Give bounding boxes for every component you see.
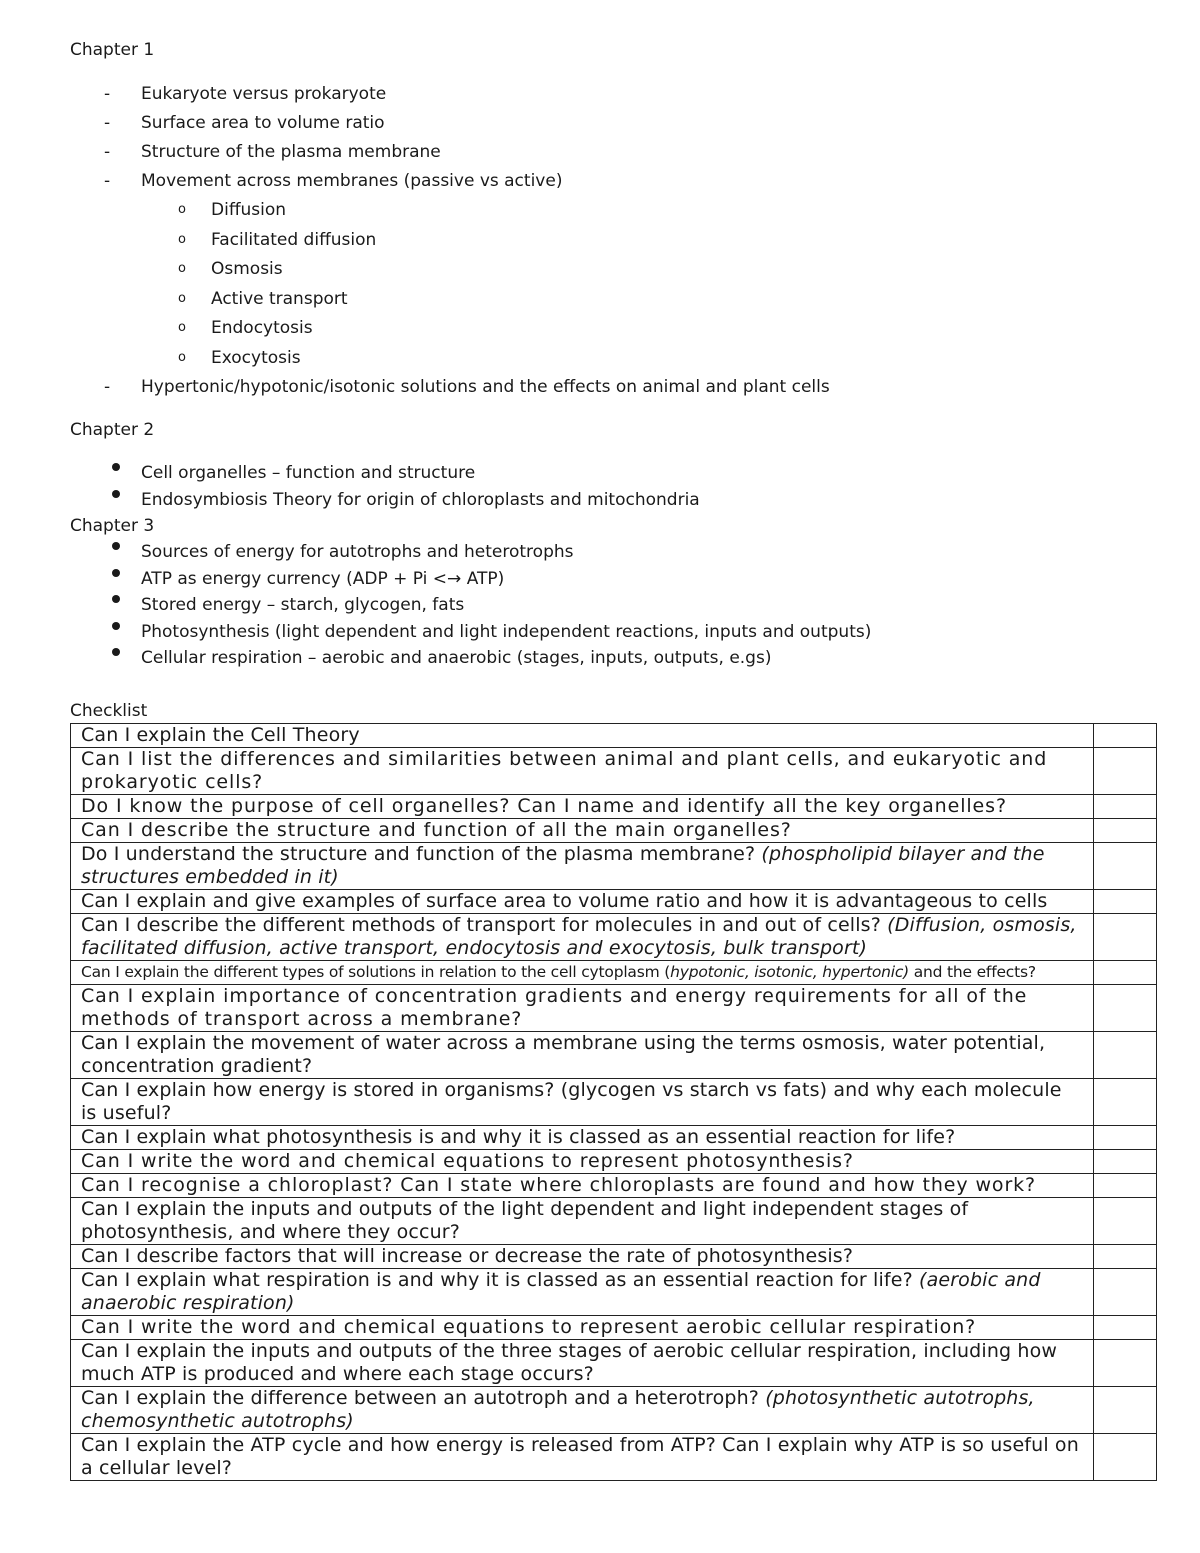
checkbox-cell[interactable] — [1094, 819, 1157, 843]
circle-marker: o — [178, 290, 186, 306]
checkbox-cell[interactable] — [1094, 1269, 1157, 1316]
circle-marker: o — [178, 320, 186, 335]
table-row — [71, 795, 1157, 819]
sub-list-item: o Active transport — [178, 288, 348, 309]
bullet-icon — [112, 648, 120, 656]
circle-marker: o — [178, 349, 186, 365]
dash-marker: - — [104, 84, 111, 104]
dash-marker: - — [104, 113, 111, 133]
table-row — [71, 914, 1157, 961]
table-row — [71, 819, 1157, 843]
checkbox-cell[interactable] — [1094, 914, 1157, 961]
checklist-question: Can I recognise a chloroplast? Can I state where chloroplasts are found and how they work? — [71, 1174, 1094, 1198]
checkbox-cell[interactable] — [1094, 890, 1157, 914]
checkbox-cell[interactable] — [1094, 843, 1157, 890]
table-row — [71, 1150, 1157, 1174]
list-item: - Surface area to volume ratio — [104, 113, 385, 133]
dash-marker: - — [104, 142, 111, 162]
dash-marker: - — [104, 377, 111, 397]
checklist-question: Can I describe factors that will increase or decrease the rate of photosynthesis? — [71, 1245, 1094, 1269]
circle-marker: o — [178, 231, 186, 247]
checklist-table — [70, 723, 1157, 1481]
checklist-question: Can I explain the inputs and outputs of the three stages of aerobic cellular respiration, including how much ATP is produced and where each stage occurs? — [71, 1340, 1094, 1387]
checkbox-cell[interactable] — [1094, 1079, 1157, 1126]
table-row — [71, 890, 1157, 914]
table-row — [71, 724, 1157, 748]
checkbox-cell[interactable] — [1094, 985, 1157, 1032]
list-item: - Structure of the plasma membrane — [104, 142, 441, 162]
list-item: Endosymbiosis Theory for origin of chloroplasts and mitochondria — [0, 490, 1200, 517]
bullet-icon — [112, 490, 120, 498]
list-item: Photosynthesis (light dependent and light independent reactions, inputs and outputs) — [0, 622, 1200, 649]
table-row — [71, 1032, 1157, 1079]
table-row — [71, 1245, 1157, 1269]
checklist-question: Can I explain the ATP cycle and how energy is released from ATP? Can I explain why ATP is so useful on a cellular level? — [71, 1434, 1094, 1481]
table-row — [71, 1387, 1157, 1434]
checklist-question: Can I describe the structure and function of all the main organelles? — [71, 819, 1094, 843]
checklist-question: Can I explain what respiration is and why it is classed as an essential reaction for life? (aerobic and anaerobic respiration) — [71, 1269, 1094, 1316]
sub-list-item: o Endocytosis — [178, 318, 313, 338]
checklist-question: Can I explain the different types of solutions in relation to the cell cytoplasm (hypotonic, isotonic, hypertonic) and the effects? — [71, 961, 1094, 985]
checklist-question: Can I explain the Cell Theory — [71, 724, 1094, 748]
checkbox-cell[interactable] — [1094, 1174, 1157, 1198]
table-row — [71, 1340, 1157, 1387]
sub-list-item: o Facilitated diffusion — [178, 229, 377, 250]
checklist-question: Can I explain the difference between an autotroph and a heterotroph? (photosynthetic autotrophs, chemosynthetic autotrophs) — [71, 1387, 1094, 1434]
checklist-question: Can I explain how energy is stored in organisms? (glycogen vs starch vs fats) and why each molecule is useful? — [71, 1079, 1094, 1126]
checklist-heading: Checklist — [70, 701, 148, 721]
checkbox-cell[interactable] — [1094, 1316, 1157, 1340]
bullet-icon — [112, 595, 120, 603]
list-item: - Movement across membranes (passive vs active) — [104, 171, 563, 191]
list-item: Cell organelles – function and structure — [0, 463, 1200, 490]
checklist-question: Can I write the word and chemical equations to represent aerobic cellular respiration? — [71, 1316, 1094, 1340]
checkbox-cell[interactable] — [1094, 795, 1157, 819]
circle-marker: o — [178, 202, 186, 217]
table-row — [71, 1316, 1157, 1340]
checkbox-cell[interactable] — [1094, 961, 1157, 985]
checkbox-cell[interactable] — [1094, 1126, 1157, 1150]
checklist-question: Can I explain importance of concentration gradients and energy requirements for all of the methods of transport across a membrane? — [71, 985, 1094, 1032]
checklist-note: (phospholipid bilayer and the structures embedded in it) — [81, 843, 1045, 888]
chapter-2-list — [0, 463, 1200, 517]
checklist-question: Can I explain the movement of water across a membrane using the terms osmosis, water potential, concentration gradient? — [71, 1032, 1094, 1079]
chapter-1-heading: Chapter 1 — [70, 40, 155, 60]
bullet-icon — [112, 569, 120, 577]
sub-list-item: o Diffusion — [178, 200, 287, 220]
table-row — [71, 1269, 1157, 1316]
chapter-2-heading: Chapter 2 — [70, 420, 155, 440]
table-row — [71, 1126, 1157, 1150]
list-item: - Eukaryote versus prokaryote — [104, 84, 387, 104]
chapter-3-list — [0, 542, 1200, 675]
list-item: - Hypertonic/hypotonic/isotonic solutions and the effects on animal and plant cells — [104, 377, 830, 397]
sub-list-item: o Osmosis — [178, 259, 283, 279]
table-row — [71, 1198, 1157, 1245]
circle-marker: o — [178, 261, 186, 276]
table-row — [71, 1434, 1157, 1481]
checklist-note: hypotonic, isotonic, hypertonic) — [670, 963, 910, 981]
checklist-question: Can I describe the different methods of transport for molecules in and out of cells? (Diffusion, osmosis, facilitated diffusion, active transport, endocytosis and exocytosis, bulk transport) — [71, 914, 1094, 961]
checkbox-cell[interactable] — [1094, 724, 1157, 748]
sub-list-item: o Exocytosis — [178, 347, 301, 368]
checklist-note: (Diffusion, osmosis, facilitated diffusion, active transport, endocytosis and exocytosis, bulk transport) — [81, 914, 1077, 959]
checkbox-cell[interactable] — [1094, 1032, 1157, 1079]
list-item: Stored energy – starch, glycogen, fats — [0, 595, 1200, 622]
dash-marker: - — [104, 171, 111, 191]
checkbox-cell[interactable] — [1094, 1150, 1157, 1174]
checkbox-cell[interactable] — [1094, 1387, 1157, 1434]
chapter-3-heading: Chapter 3 — [70, 516, 155, 536]
list-item: ATP as energy currency (ADP + Pi <→ ATP) — [0, 569, 1200, 596]
bullet-icon — [112, 463, 120, 471]
checklist-question: Do I understand the structure and function of the plasma membrane? (phospholipid bilayer and the structures embedded in it) — [71, 843, 1094, 890]
bullet-icon — [112, 622, 120, 630]
chapter-1-list — [0, 84, 1200, 406]
table-row — [71, 961, 1157, 985]
checkbox-cell[interactable] — [1094, 748, 1157, 795]
checklist-question: Do I know the purpose of cell organelles? Can I name and identify all the key organelles? — [71, 795, 1094, 819]
bullet-icon — [112, 542, 120, 550]
table-row — [71, 985, 1157, 1032]
list-item: Sources of energy for autotrophs and heterotrophs — [0, 542, 1200, 569]
checklist-question: Can I explain and give examples of surface area to volume ratio and how it is advantageous to cells — [71, 890, 1094, 914]
table-row — [71, 1174, 1157, 1198]
table-row — [71, 843, 1157, 890]
checkbox-cell[interactable] — [1094, 1340, 1157, 1387]
checklist-question: Can I explain what photosynthesis is and why it is classed as an essential reaction for life? — [71, 1126, 1094, 1150]
checklist-question: Can I write the word and chemical equations to represent photosynthesis? — [71, 1150, 1094, 1174]
checkbox-cell[interactable] — [1094, 1245, 1157, 1269]
checklist-note: (photosynthetic autotrophs, chemosynthetic autotrophs) — [81, 1387, 1035, 1432]
table-row — [71, 1079, 1157, 1126]
table-row — [71, 748, 1157, 795]
checklist-question: Can I list the differences and similarities between animal and plant cells, and eukaryotic and prokaryotic cells? — [71, 748, 1094, 795]
checkbox-cell[interactable] — [1094, 1198, 1157, 1245]
checklist-note: (aerobic and anaerobic respiration) — [81, 1269, 1041, 1314]
checklist-question: Can I explain the inputs and outputs of the light dependent and light independent stages of photosynthesis, and where they occur? — [71, 1198, 1094, 1245]
list-item: Cellular respiration – aerobic and anaerobic (stages, inputs, outputs, e.gs) — [0, 648, 1200, 675]
checkbox-cell[interactable] — [1094, 1434, 1157, 1481]
